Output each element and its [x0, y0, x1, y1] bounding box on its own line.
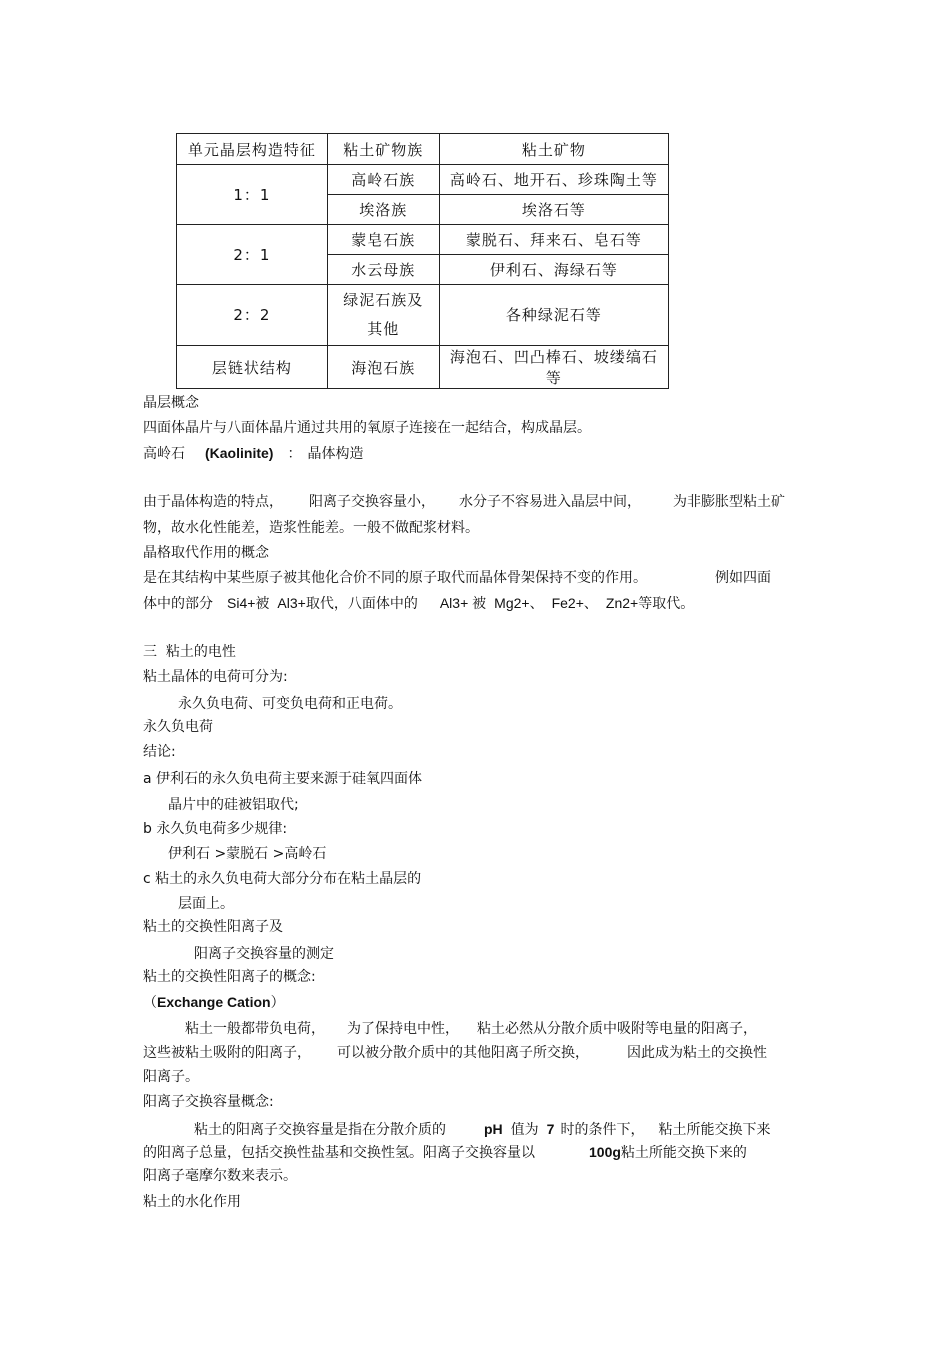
table-cell-family: 蒙皂石族	[327, 225, 439, 255]
table-cell-family: 水云母族	[327, 255, 439, 285]
text-span: 体中的部分	[143, 596, 213, 612]
list-item-cont: 晶片中的硅被铝取代;	[168, 797, 299, 813]
text-span: 为非膨胀型粘土矿	[673, 494, 785, 510]
family-line: 其他	[367, 320, 400, 338]
text-span: 由于晶体构造的特点，	[143, 494, 283, 510]
text-span: 粘土的阳离子交换容量是指在分散介质的	[194, 1122, 446, 1138]
text-span: 高岭石	[143, 446, 185, 462]
paragraph-line	[143, 1142, 747, 1163]
text-span: pH	[484, 1121, 503, 1137]
paragraph-line	[185, 1019, 757, 1039]
table-cell-minerals: 伊利石、海绿石等	[439, 255, 668, 285]
text-span: 因此成为粘土的交换性	[627, 1045, 767, 1061]
table-cell-minerals: 海泡石、凹凸棒石、坡缕缟石等	[439, 346, 668, 389]
table-cell-feature: 2：2	[177, 285, 328, 346]
text-span: 水分子不容易进入晶层中间，	[459, 494, 641, 510]
list-item-cont: 伊利石 >蒙脱石 >高岭石	[168, 846, 327, 862]
table-header-cell: 单元晶层构造特征	[177, 134, 328, 165]
list-item: c 粘土的永久负电荷大部分分布在粘土晶层的	[143, 871, 422, 887]
text-span: Al3+取代，八面体中的	[277, 595, 418, 611]
text-span: （	[143, 995, 157, 1011]
table-cell-minerals: 蒙脱石、拜来石、皂石等	[439, 225, 668, 255]
paragraph-line: 物，故水化性能差，造浆性能差。一般不做配浆材料。	[143, 520, 479, 536]
text-span: Fe2+、	[551, 595, 598, 611]
table-cell-family: 埃洛族	[327, 195, 439, 225]
table-header-row	[177, 134, 669, 165]
paragraph-line	[143, 593, 694, 614]
table-header-cell: 粘土矿物族	[327, 134, 439, 165]
paragraph-line: 粘土晶体的电荷可分为:	[143, 669, 288, 685]
text-span: 晶体构造	[307, 446, 364, 462]
paragraph-line	[143, 568, 771, 588]
text-span: Si4+被	[227, 595, 270, 611]
text-span: 是在其结构中某些原子被其他化合价不同的原子取代而晶体骨架保持不变的作用。	[143, 570, 647, 586]
table-row	[177, 225, 669, 255]
text-span: (Kaolinite)	[205, 445, 274, 461]
paragraph-line: 结论:	[143, 744, 176, 760]
text-span: Mg2+、	[494, 595, 544, 611]
subheading: 阳离子交换容量概念:	[143, 1094, 274, 1110]
paragraph-line: 粘土的交换性阳离子的概念:	[143, 969, 316, 985]
table-cell-feature: 层链状结构	[177, 346, 328, 389]
subheading: 粘土的交换性阳离子及	[143, 919, 283, 935]
table-cell-feature: 2：1	[177, 225, 328, 285]
subheading: 粘土的水化作用	[143, 1194, 241, 1210]
text-span: 粘土必然从分散介质中吸附等电量的阳离子，	[477, 1021, 757, 1037]
text-span: 7	[546, 1121, 555, 1137]
paragraph-line: 四面体晶片与八面体晶片通过共用的氧原子连接在一起结合，构成晶层。	[143, 420, 591, 436]
section-heading: 三 粘土的电性	[143, 644, 236, 660]
table-row	[177, 165, 669, 195]
table-cell-minerals: 高岭石、地开石、珍珠陶土等	[439, 165, 668, 195]
paragraph-line	[143, 443, 363, 464]
subheading: 永久负电荷	[143, 719, 213, 735]
paragraph-line	[143, 492, 785, 512]
table-cell-family: 海泡石族	[327, 346, 439, 389]
text-span: 粘土一般都带负电荷，	[185, 1021, 325, 1037]
text-span: 粘土所能交换下来的	[620, 1145, 747, 1161]
list-item: b 永久负电荷多少规律:	[143, 821, 288, 837]
paragraph-line	[143, 992, 285, 1013]
list-item: a 伊利石的永久负电荷主要来源于硅氧四面体	[143, 771, 423, 787]
text-span: 的阳离子总量，包括交换性盐基和交换性氢。阳离子交换容量以	[143, 1145, 535, 1161]
paragraph-line: 永久负电荷、可变负电荷和正电荷。	[178, 696, 402, 712]
text-span: 粘土所能交换下来	[658, 1122, 771, 1138]
text-span: Exchange Cation	[157, 994, 271, 1010]
paragraph-line: 阳离子。	[143, 1069, 199, 1085]
table-cell-family: 高岭石族	[327, 165, 439, 195]
heading-lattice-substitution: 晶格取代作用的概念	[143, 545, 269, 561]
text-span: 阳离子交换容量小，	[309, 494, 435, 510]
table-cell-feature: 1：1	[177, 165, 328, 225]
paragraph-line	[143, 1043, 767, 1063]
table-row	[177, 346, 669, 389]
text-span: 值为	[510, 1122, 539, 1138]
list-item-cont: 层面上。	[178, 896, 234, 912]
subheading-cont: 阳离子交换容量的测定	[194, 946, 334, 962]
text-span: 100g	[589, 1144, 621, 1160]
table-row	[177, 285, 669, 346]
text-span: 可以被分散介质中的其他阳离子所交换，	[337, 1045, 589, 1061]
table-cell-family	[327, 285, 439, 346]
paragraph-line	[194, 1119, 770, 1140]
paragraph-line: 阳离子毫摩尔数来表示。	[143, 1168, 297, 1184]
table-cell-minerals: 埃洛石等	[439, 195, 668, 225]
text-span: Al3+ 被	[439, 595, 487, 611]
text-span: 例如四面	[715, 570, 771, 586]
text-span: 时的条件下，	[560, 1122, 645, 1138]
text-span: Zn2+等取代。	[605, 595, 695, 611]
text-span: ）	[270, 995, 285, 1011]
text-span: ：	[287, 446, 302, 462]
family-line: 绿泥石族及	[343, 291, 424, 309]
table-cell-minerals: 各种绿泥石等	[439, 285, 668, 346]
heading-crystal-layer: 晶层概念	[143, 395, 199, 411]
text-span: 这些被粘土吸附的阳离子，	[143, 1045, 311, 1061]
table-header-cell: 粘土矿物	[439, 134, 668, 165]
clay-mineral-table	[176, 133, 669, 389]
text-span: 为了保持电中性，	[347, 1021, 459, 1037]
